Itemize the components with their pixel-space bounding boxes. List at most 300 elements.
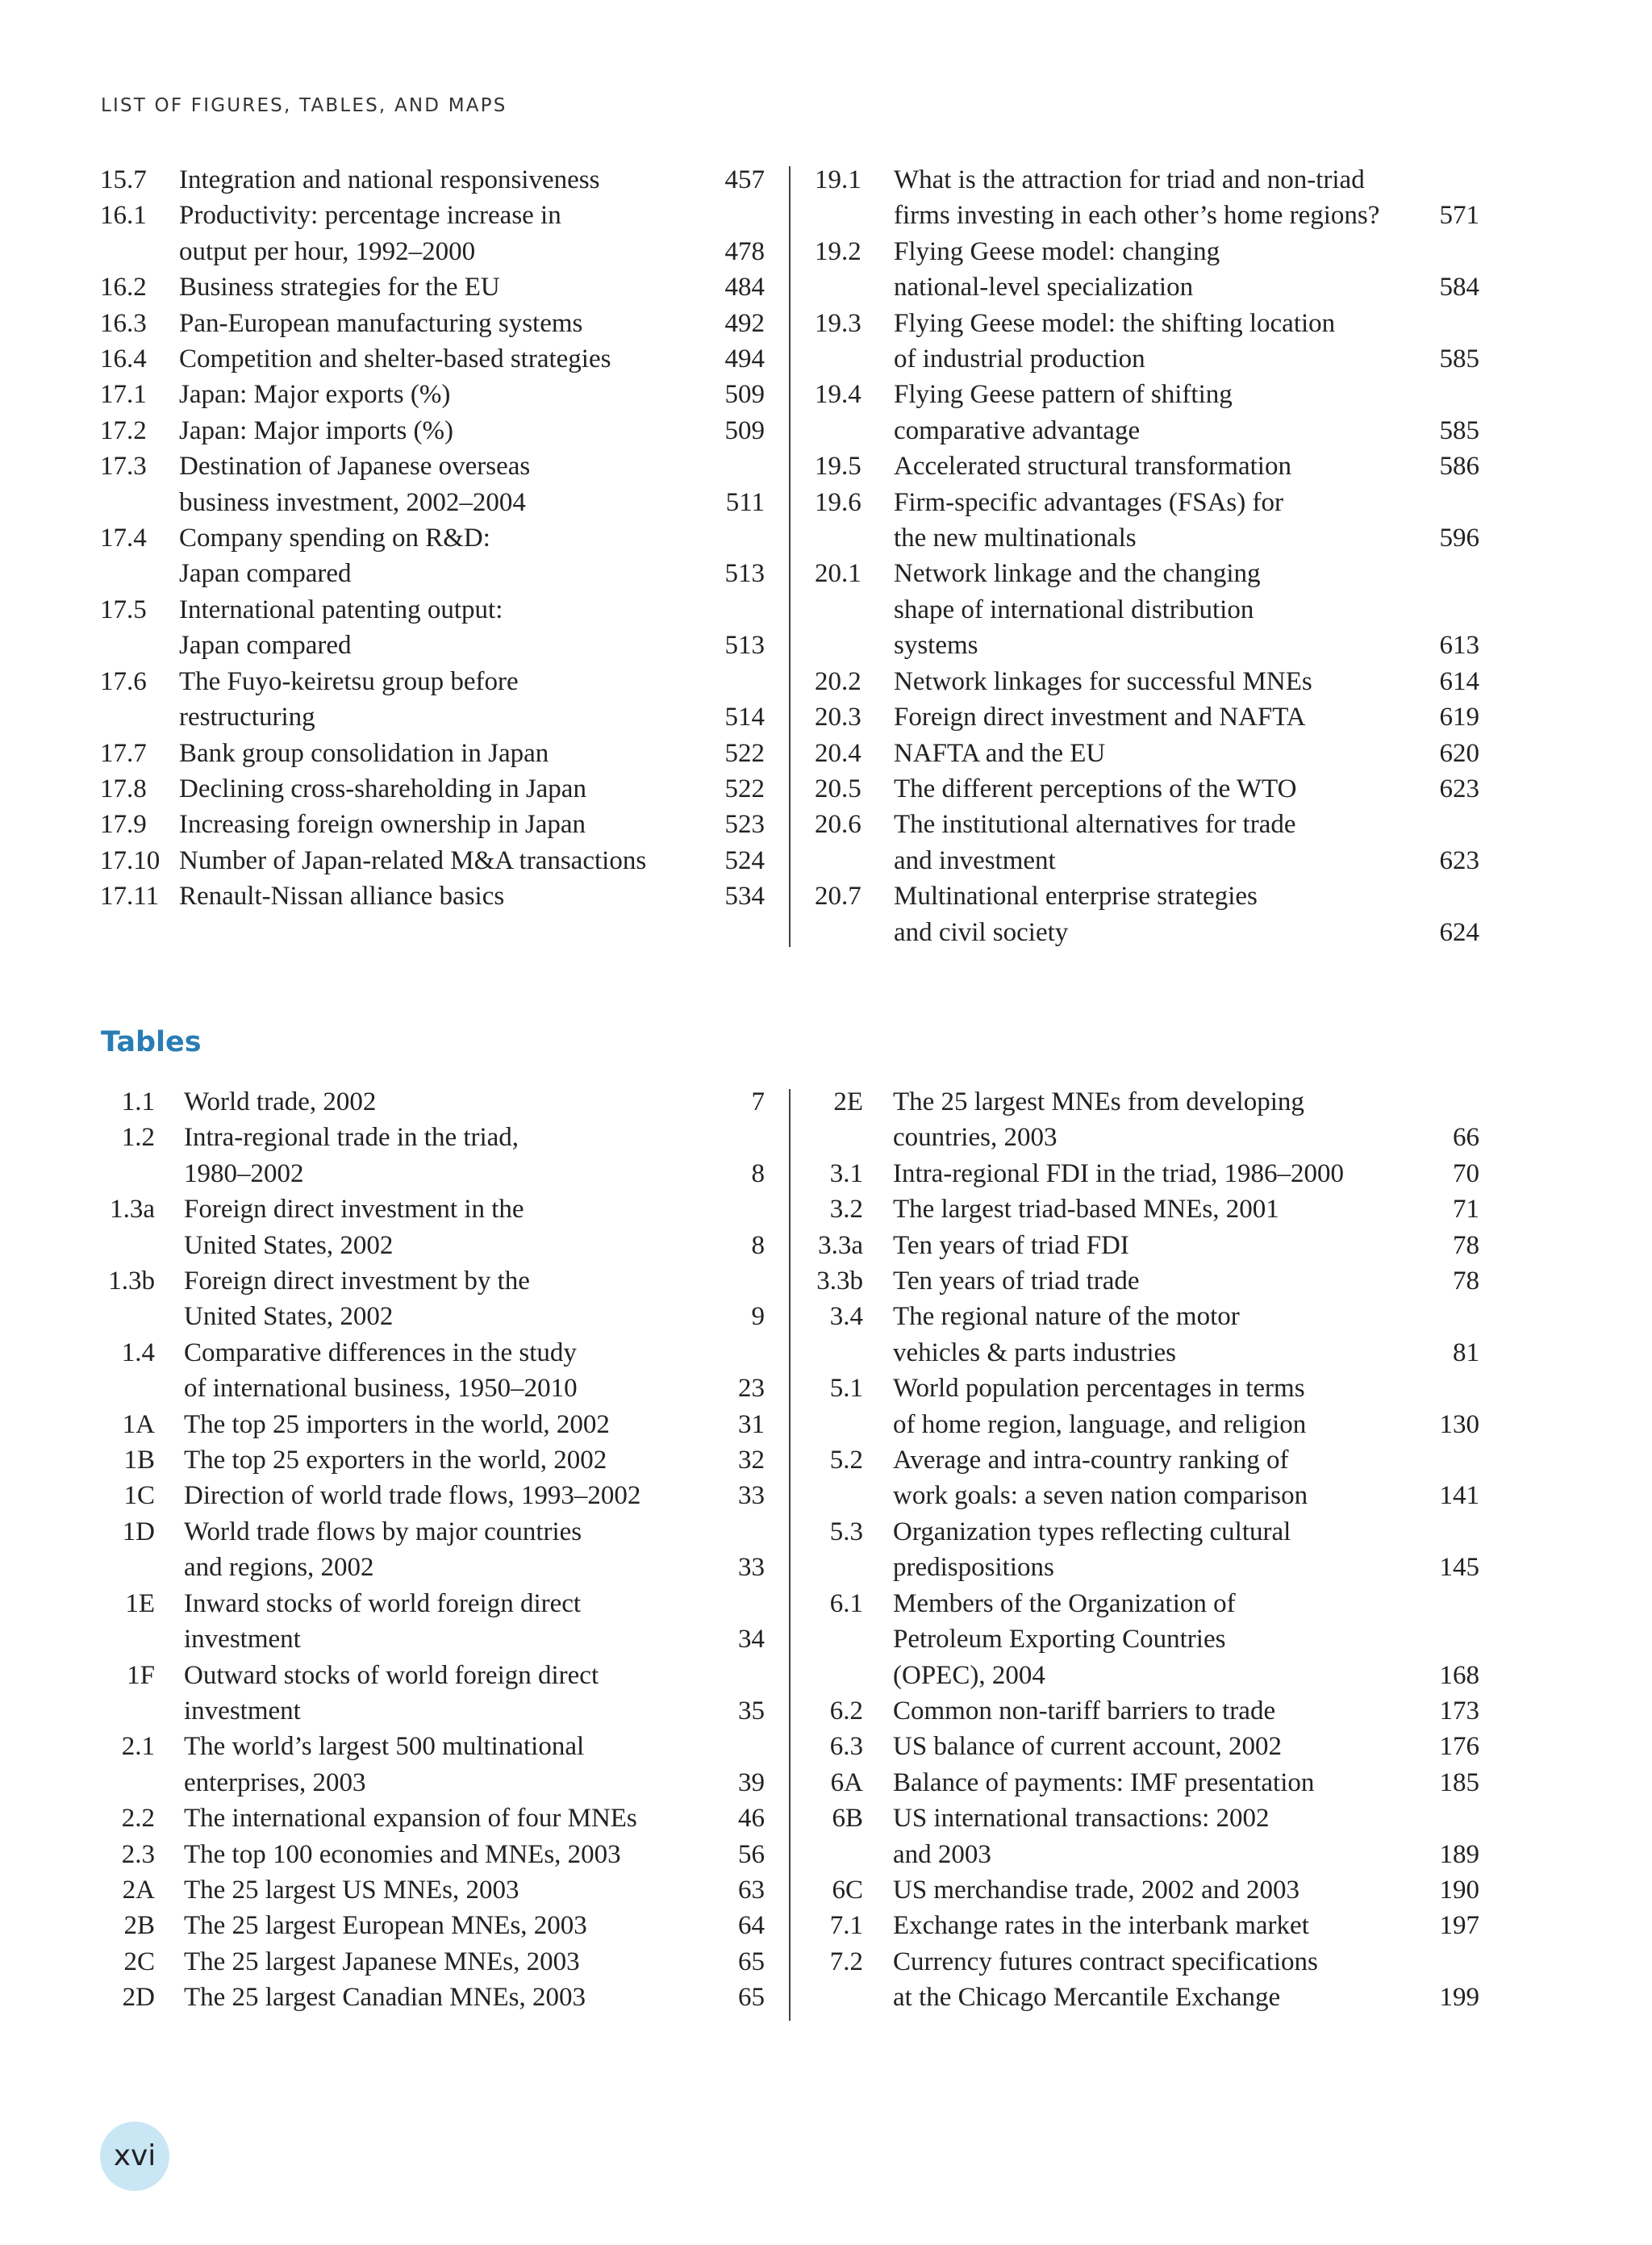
item-number: 1.1 — [121, 1087, 155, 1116]
item-number: 20.6 — [815, 810, 861, 840]
item-page: 511 — [725, 487, 765, 517]
item-title-line: Japan compared — [179, 559, 352, 589]
item-title-line: The Fuyo-keiretsu group before — [179, 666, 519, 696]
item-page: 513 — [724, 631, 765, 661]
item-page: 168 — [1439, 1660, 1479, 1690]
list-item — [815, 449, 1479, 484]
item-title-line: Firm-specific advantages (FSAs) for — [894, 487, 1283, 517]
item-number: 16.1 — [100, 201, 147, 231]
item-number: 6C — [832, 1875, 863, 1905]
item-page: 509 — [724, 415, 765, 445]
item-title — [893, 1084, 1423, 1156]
item-title — [179, 269, 708, 305]
item-title-line: Japan: Major imports (%) — [179, 415, 454, 445]
list-item — [799, 1156, 1479, 1191]
list-item — [100, 162, 765, 198]
item-page: 509 — [724, 380, 765, 410]
item-number: 17.5 — [100, 595, 147, 624]
item-title-line: The top 25 importers in the world, 2002 — [184, 1409, 610, 1439]
item-title — [893, 1801, 1423, 1872]
item-title — [893, 1908, 1423, 1943]
item-title-line: Bank group consolidation in Japan — [179, 738, 549, 768]
item-page: 623 — [1439, 774, 1479, 803]
item-page: 584 — [1439, 273, 1479, 303]
item-title — [179, 771, 708, 807]
item-title — [894, 771, 1428, 807]
item-page: 78 — [1453, 1230, 1479, 1260]
list-item — [100, 1658, 765, 1730]
item-title-line: World trade, 2002 — [184, 1087, 377, 1116]
item-title — [179, 377, 708, 412]
item-number: 20.5 — [815, 774, 861, 803]
item-title — [893, 1299, 1423, 1371]
item-title — [179, 878, 708, 914]
item-page: 199 — [1439, 1983, 1479, 2013]
list-item — [100, 1586, 765, 1658]
item-number: 17.4 — [100, 524, 147, 553]
item-title-line: Company spending on R&D: — [179, 524, 490, 553]
item-title-line: The regional nature of the motor — [893, 1302, 1240, 1332]
item-page: 130 — [1439, 1409, 1479, 1439]
item-title — [179, 449, 708, 520]
item-number: 6.3 — [829, 1732, 863, 1762]
item-title — [179, 198, 708, 269]
list-item — [100, 1872, 765, 1908]
item-page: 613 — [1439, 631, 1479, 661]
item-title — [893, 1263, 1423, 1299]
item-title-line: Flying Geese model: changing — [894, 236, 1220, 266]
item-title — [894, 449, 1428, 484]
item-title-line: Increasing foreign ownership in Japan — [179, 810, 586, 840]
list-item — [100, 269, 765, 305]
item-title — [893, 1191, 1423, 1227]
item-title-line: The top 100 economies and MNEs, 2003 — [184, 1839, 621, 1869]
list-item — [100, 341, 765, 377]
list-item — [100, 1335, 765, 1407]
item-title — [894, 377, 1428, 449]
item-title-line: of industrial production — [894, 344, 1145, 374]
item-title — [893, 1514, 1423, 1586]
item-title-line: Direction of world trade flows, 1993–2002 — [184, 1481, 641, 1511]
item-title-line: comparative advantage — [894, 415, 1141, 445]
item-page: 9 — [751, 1302, 765, 1332]
item-title-line: Petroleum Exporting Countries — [893, 1625, 1226, 1655]
item-title — [894, 878, 1428, 950]
item-number: 6B — [832, 1804, 863, 1834]
item-page: 78 — [1453, 1266, 1479, 1296]
item-page: 596 — [1439, 524, 1479, 553]
item-title-line: 1980–2002 — [184, 1158, 304, 1188]
item-title-line: Organization types reflecting cultural — [893, 1517, 1291, 1546]
item-title-line: Outward stocks of world foreign direct — [184, 1660, 599, 1690]
item-number: 7.2 — [829, 1947, 863, 1976]
item-title-line: The world’s largest 500 multinational — [184, 1732, 585, 1762]
list-item — [100, 1120, 765, 1191]
list-item — [100, 449, 765, 520]
item-number: 1B — [123, 1446, 155, 1475]
item-page: 484 — [724, 273, 765, 303]
item-page: 31 — [738, 1409, 765, 1439]
item-number: 17.11 — [100, 882, 160, 912]
item-page: 585 — [1439, 344, 1479, 374]
item-page: 64 — [738, 1911, 765, 1941]
item-title — [179, 341, 708, 377]
list-item — [100, 1084, 765, 1120]
figures-list-left — [100, 162, 765, 915]
item-number: 2.2 — [121, 1804, 155, 1834]
list-item — [100, 377, 765, 412]
item-title-line: and 2003 — [893, 1839, 991, 1869]
item-title-line: systems — [894, 631, 978, 661]
item-title — [179, 664, 708, 736]
item-number: 20.4 — [815, 738, 861, 768]
item-number: 1F — [127, 1660, 155, 1690]
item-number: 5.3 — [829, 1517, 863, 1546]
item-page: 65 — [738, 1983, 765, 2013]
item-number: 1D — [122, 1517, 155, 1546]
list-item — [799, 1442, 1479, 1514]
item-page: 70 — [1453, 1158, 1479, 1188]
item-page: 145 — [1439, 1553, 1479, 1583]
item-number: 20.7 — [815, 882, 861, 912]
item-title — [184, 1478, 713, 1513]
list-item — [100, 807, 765, 842]
item-page: 197 — [1439, 1911, 1479, 1941]
list-item — [100, 1263, 765, 1335]
item-title — [179, 592, 708, 664]
tables-list-left — [100, 1084, 765, 2016]
item-title — [893, 1371, 1423, 1442]
item-number: 20.1 — [815, 559, 861, 589]
item-title — [184, 1263, 713, 1335]
item-title-line: Japan compared — [179, 631, 352, 661]
item-number: 3.4 — [829, 1302, 863, 1332]
item-title-line: Average and intra-country ranking of — [893, 1446, 1289, 1475]
item-title-line: Renault-Nissan alliance basics — [179, 882, 505, 912]
item-number: 3.2 — [829, 1195, 863, 1225]
item-title — [179, 520, 708, 592]
item-number: 3.1 — [829, 1158, 863, 1188]
item-title-line: investment — [184, 1696, 301, 1725]
item-title-line: restructuring — [179, 703, 315, 732]
item-title-line: World trade flows by major countries — [184, 1517, 582, 1546]
item-title-line: and regions, 2002 — [184, 1553, 374, 1583]
item-title-line: Ten years of triad FDI — [893, 1230, 1129, 1260]
list-item — [815, 807, 1479, 878]
item-title-line: Multinational enterprise strategies — [894, 882, 1258, 912]
item-page: 522 — [724, 738, 765, 768]
item-title — [184, 1801, 713, 1836]
item-page: 185 — [1439, 1767, 1479, 1797]
item-title-line: Balance of payments: IMF presentation — [893, 1767, 1315, 1797]
item-number: 19.6 — [815, 487, 861, 517]
list-item — [100, 413, 765, 449]
item-title — [179, 162, 708, 198]
item-title-line: Productivity: percentage increase in — [179, 201, 561, 231]
item-number: 1.4 — [121, 1337, 155, 1367]
item-number: 20.3 — [815, 703, 861, 732]
list-item — [799, 1693, 1479, 1729]
item-title-line: Currency futures contract specifications — [893, 1947, 1318, 1976]
list-item — [100, 1980, 765, 2015]
item-title-line: Pan-European manufacturing systems — [179, 308, 583, 338]
list-item — [815, 771, 1479, 807]
item-page: 35 — [738, 1696, 765, 1725]
item-page: 7 — [751, 1087, 765, 1116]
list-item — [799, 1084, 1479, 1156]
item-number: 19.3 — [815, 308, 861, 338]
item-number: 1.2 — [121, 1123, 155, 1153]
item-title — [184, 1120, 713, 1191]
list-item — [815, 162, 1479, 234]
item-number: 5.2 — [829, 1446, 863, 1475]
list-item — [100, 664, 765, 736]
item-number: 16.3 — [100, 308, 147, 338]
item-number: 19.4 — [815, 380, 861, 410]
item-title-line: Accelerated structural transformation — [894, 452, 1291, 482]
item-page: 523 — [724, 810, 765, 840]
item-page: 81 — [1453, 1337, 1479, 1367]
item-page: 619 — [1439, 703, 1479, 732]
item-title-line: US balance of current account, 2002 — [893, 1732, 1282, 1762]
item-number: 6.1 — [829, 1588, 863, 1618]
item-number: 7.1 — [829, 1911, 863, 1941]
item-title — [893, 1586, 1423, 1693]
item-title-line: Exchange rates in the interbank market — [893, 1911, 1309, 1941]
item-page: 56 — [738, 1839, 765, 1869]
list-item — [815, 556, 1479, 663]
item-title — [894, 162, 1428, 234]
item-title-line: firms investing in each other’s home regions? — [894, 201, 1380, 231]
item-number: 19.2 — [815, 236, 861, 266]
item-title — [184, 1442, 713, 1478]
item-page: 33 — [738, 1553, 765, 1583]
item-title-line: Flying Geese model: the shifting location — [894, 308, 1336, 338]
item-number: 1.3a — [110, 1195, 155, 1225]
item-title-line: countries, 2003 — [893, 1123, 1058, 1153]
item-page: 63 — [738, 1875, 765, 1905]
item-title — [894, 234, 1428, 306]
item-number: 2B — [123, 1911, 155, 1941]
item-number: 17.9 — [100, 810, 147, 840]
item-title-line: business investment, 2002–2004 — [179, 487, 526, 517]
item-page: 32 — [738, 1446, 765, 1475]
item-title-line: of home region, language, and religion — [893, 1409, 1307, 1439]
item-number: 17.10 — [100, 845, 161, 875]
list-item — [815, 377, 1479, 449]
list-item — [799, 1586, 1479, 1693]
item-number: 1E — [125, 1588, 155, 1618]
item-number: 20.2 — [815, 666, 861, 696]
item-page: 494 — [724, 344, 765, 374]
list-item — [799, 1191, 1479, 1227]
item-title — [894, 736, 1428, 771]
item-page: 492 — [724, 308, 765, 338]
item-title — [894, 556, 1428, 663]
item-page: 141 — [1439, 1481, 1479, 1511]
item-title — [184, 1514, 713, 1586]
item-title-line: output per hour, 1992–2000 — [179, 236, 476, 266]
item-number: 15.7 — [100, 165, 147, 194]
item-title-line: and civil society — [894, 917, 1069, 947]
item-title — [893, 1765, 1423, 1801]
item-title — [894, 306, 1428, 378]
item-title — [179, 807, 708, 842]
item-title-line: Members of the Organization of — [893, 1588, 1236, 1618]
list-item — [100, 736, 765, 771]
list-item — [815, 664, 1479, 699]
item-title-line: Intra-regional trade in the triad, — [184, 1123, 519, 1153]
item-page: 33 — [738, 1481, 765, 1511]
item-title — [184, 1729, 713, 1801]
list-item — [799, 1371, 1479, 1442]
item-page: 478 — [724, 236, 765, 266]
item-page: 623 — [1439, 845, 1479, 875]
list-item — [100, 1407, 765, 1442]
item-number: 17.2 — [100, 415, 147, 445]
item-title — [184, 1084, 713, 1120]
list-item — [100, 1514, 765, 1586]
list-item — [799, 1765, 1479, 1801]
item-title-line: Ten years of triad trade — [893, 1266, 1140, 1296]
item-page: 524 — [724, 845, 765, 875]
item-number: 3.3b — [816, 1266, 863, 1296]
item-title-line: Intra-regional FDI in the triad, 1986–2000 — [893, 1158, 1345, 1188]
item-page: 624 — [1439, 917, 1479, 947]
list-item — [100, 771, 765, 807]
item-title-line: investment — [184, 1625, 301, 1655]
item-number: 1.3b — [108, 1266, 155, 1296]
item-title-line: Foreign direct investment in the — [184, 1195, 524, 1225]
item-number: 17.1 — [100, 380, 147, 410]
item-title — [893, 1228, 1423, 1263]
list-item — [815, 306, 1479, 378]
item-page: 71 — [1453, 1195, 1479, 1225]
item-title-line: vehicles & parts industries — [893, 1337, 1177, 1367]
item-title-line: national-level specialization — [894, 273, 1194, 303]
item-number: 2C — [123, 1947, 155, 1976]
item-number: 1C — [123, 1481, 155, 1511]
list-item — [799, 1801, 1479, 1872]
list-item — [100, 1837, 765, 1872]
list-item — [815, 736, 1479, 771]
item-title-line: shape of international distribution — [894, 595, 1254, 624]
list-item — [799, 1729, 1479, 1764]
item-page: 457 — [724, 165, 765, 194]
item-title — [893, 1872, 1423, 1908]
item-title-line: Foreign direct investment by the — [184, 1266, 530, 1296]
item-page: 586 — [1439, 452, 1479, 482]
list-item — [100, 1442, 765, 1478]
item-title — [179, 736, 708, 771]
item-page: 189 — [1439, 1839, 1479, 1869]
list-item — [799, 1872, 1479, 1908]
list-item — [100, 1191, 765, 1263]
item-title — [184, 1335, 713, 1407]
item-number: 19.5 — [815, 452, 861, 482]
item-page: 46 — [738, 1804, 765, 1834]
item-title — [184, 1837, 713, 1872]
item-title — [184, 1908, 713, 1943]
list-item — [799, 1299, 1479, 1371]
item-title-line: Destination of Japanese overseas — [179, 452, 531, 482]
item-page: 65 — [738, 1947, 765, 1976]
item-title-line: The largest triad-based MNEs, 2001 — [893, 1195, 1279, 1225]
item-title — [184, 1658, 713, 1730]
tables-list-right — [799, 1084, 1479, 2016]
item-title — [893, 1944, 1423, 2016]
item-title-line: The 25 largest MNEs from developing — [893, 1087, 1304, 1116]
item-title — [184, 1872, 713, 1908]
list-item — [100, 1478, 765, 1513]
item-page: 614 — [1439, 666, 1479, 696]
item-page: 585 — [1439, 415, 1479, 445]
list-item — [100, 198, 765, 269]
item-title-line: predispositions — [893, 1553, 1054, 1583]
item-title-line: Declining cross-shareholding in Japan — [179, 774, 586, 803]
item-title-line: (OPEC), 2004 — [893, 1660, 1045, 1690]
list-item — [100, 843, 765, 878]
item-number: 2A — [122, 1875, 155, 1905]
column-divider-figures — [789, 166, 791, 947]
item-number: 6A — [830, 1767, 863, 1797]
item-title — [184, 1586, 713, 1658]
item-title-line: at the Chicago Mercantile Exchange — [893, 1983, 1281, 2013]
item-title-line: US merchandise trade, 2002 and 2003 — [893, 1875, 1300, 1905]
page-number-badge: xvi — [100, 2122, 169, 2191]
item-number: 16.4 — [100, 344, 147, 374]
item-title-line: Business strategies for the EU — [179, 273, 500, 303]
item-title-line: Network linkage and the changing — [894, 559, 1261, 589]
item-page: 34 — [738, 1625, 765, 1655]
item-number: 3.3a — [818, 1230, 863, 1260]
item-title — [894, 807, 1428, 878]
item-title-line: Flying Geese pattern of shifting — [894, 380, 1233, 410]
item-page: 8 — [751, 1158, 765, 1188]
item-number: 16.2 — [100, 273, 147, 303]
item-title — [184, 1980, 713, 2015]
item-number: 19.1 — [815, 165, 861, 194]
item-title — [893, 1442, 1423, 1514]
item-title-line: work goals: a seven nation comparison — [893, 1481, 1308, 1511]
item-title-line: The 25 largest European MNEs, 2003 — [184, 1911, 587, 1941]
item-title-line: Japan: Major exports (%) — [179, 380, 451, 410]
item-title-line: United States, 2002 — [184, 1230, 394, 1260]
list-item — [815, 878, 1479, 950]
item-page: 39 — [738, 1767, 765, 1797]
item-title-line: Common non-tariff barriers to trade — [893, 1696, 1276, 1725]
item-title-line: What is the attraction for triad and non-triad — [894, 165, 1365, 194]
item-title-line: Number of Japan-related M&A transactions — [179, 845, 647, 875]
item-number: 6.2 — [829, 1696, 863, 1725]
item-number: 2D — [122, 1983, 155, 2013]
item-page: 571 — [1439, 201, 1479, 231]
item-page: 176 — [1439, 1732, 1479, 1762]
figures-list-right — [815, 162, 1479, 950]
item-number: 5.1 — [829, 1374, 863, 1404]
item-number: 2.1 — [121, 1732, 155, 1762]
item-number: 2.3 — [121, 1839, 155, 1869]
item-title — [894, 699, 1428, 735]
item-number: 2E — [833, 1087, 863, 1116]
list-item — [815, 699, 1479, 735]
item-title — [184, 1191, 713, 1263]
item-title — [179, 413, 708, 449]
tables-heading: Tables — [101, 1026, 202, 1058]
item-title-line: The 25 largest US MNEs, 2003 — [184, 1875, 519, 1905]
item-page: 173 — [1439, 1696, 1479, 1725]
item-title-line: World population percentages in terms — [893, 1374, 1305, 1404]
